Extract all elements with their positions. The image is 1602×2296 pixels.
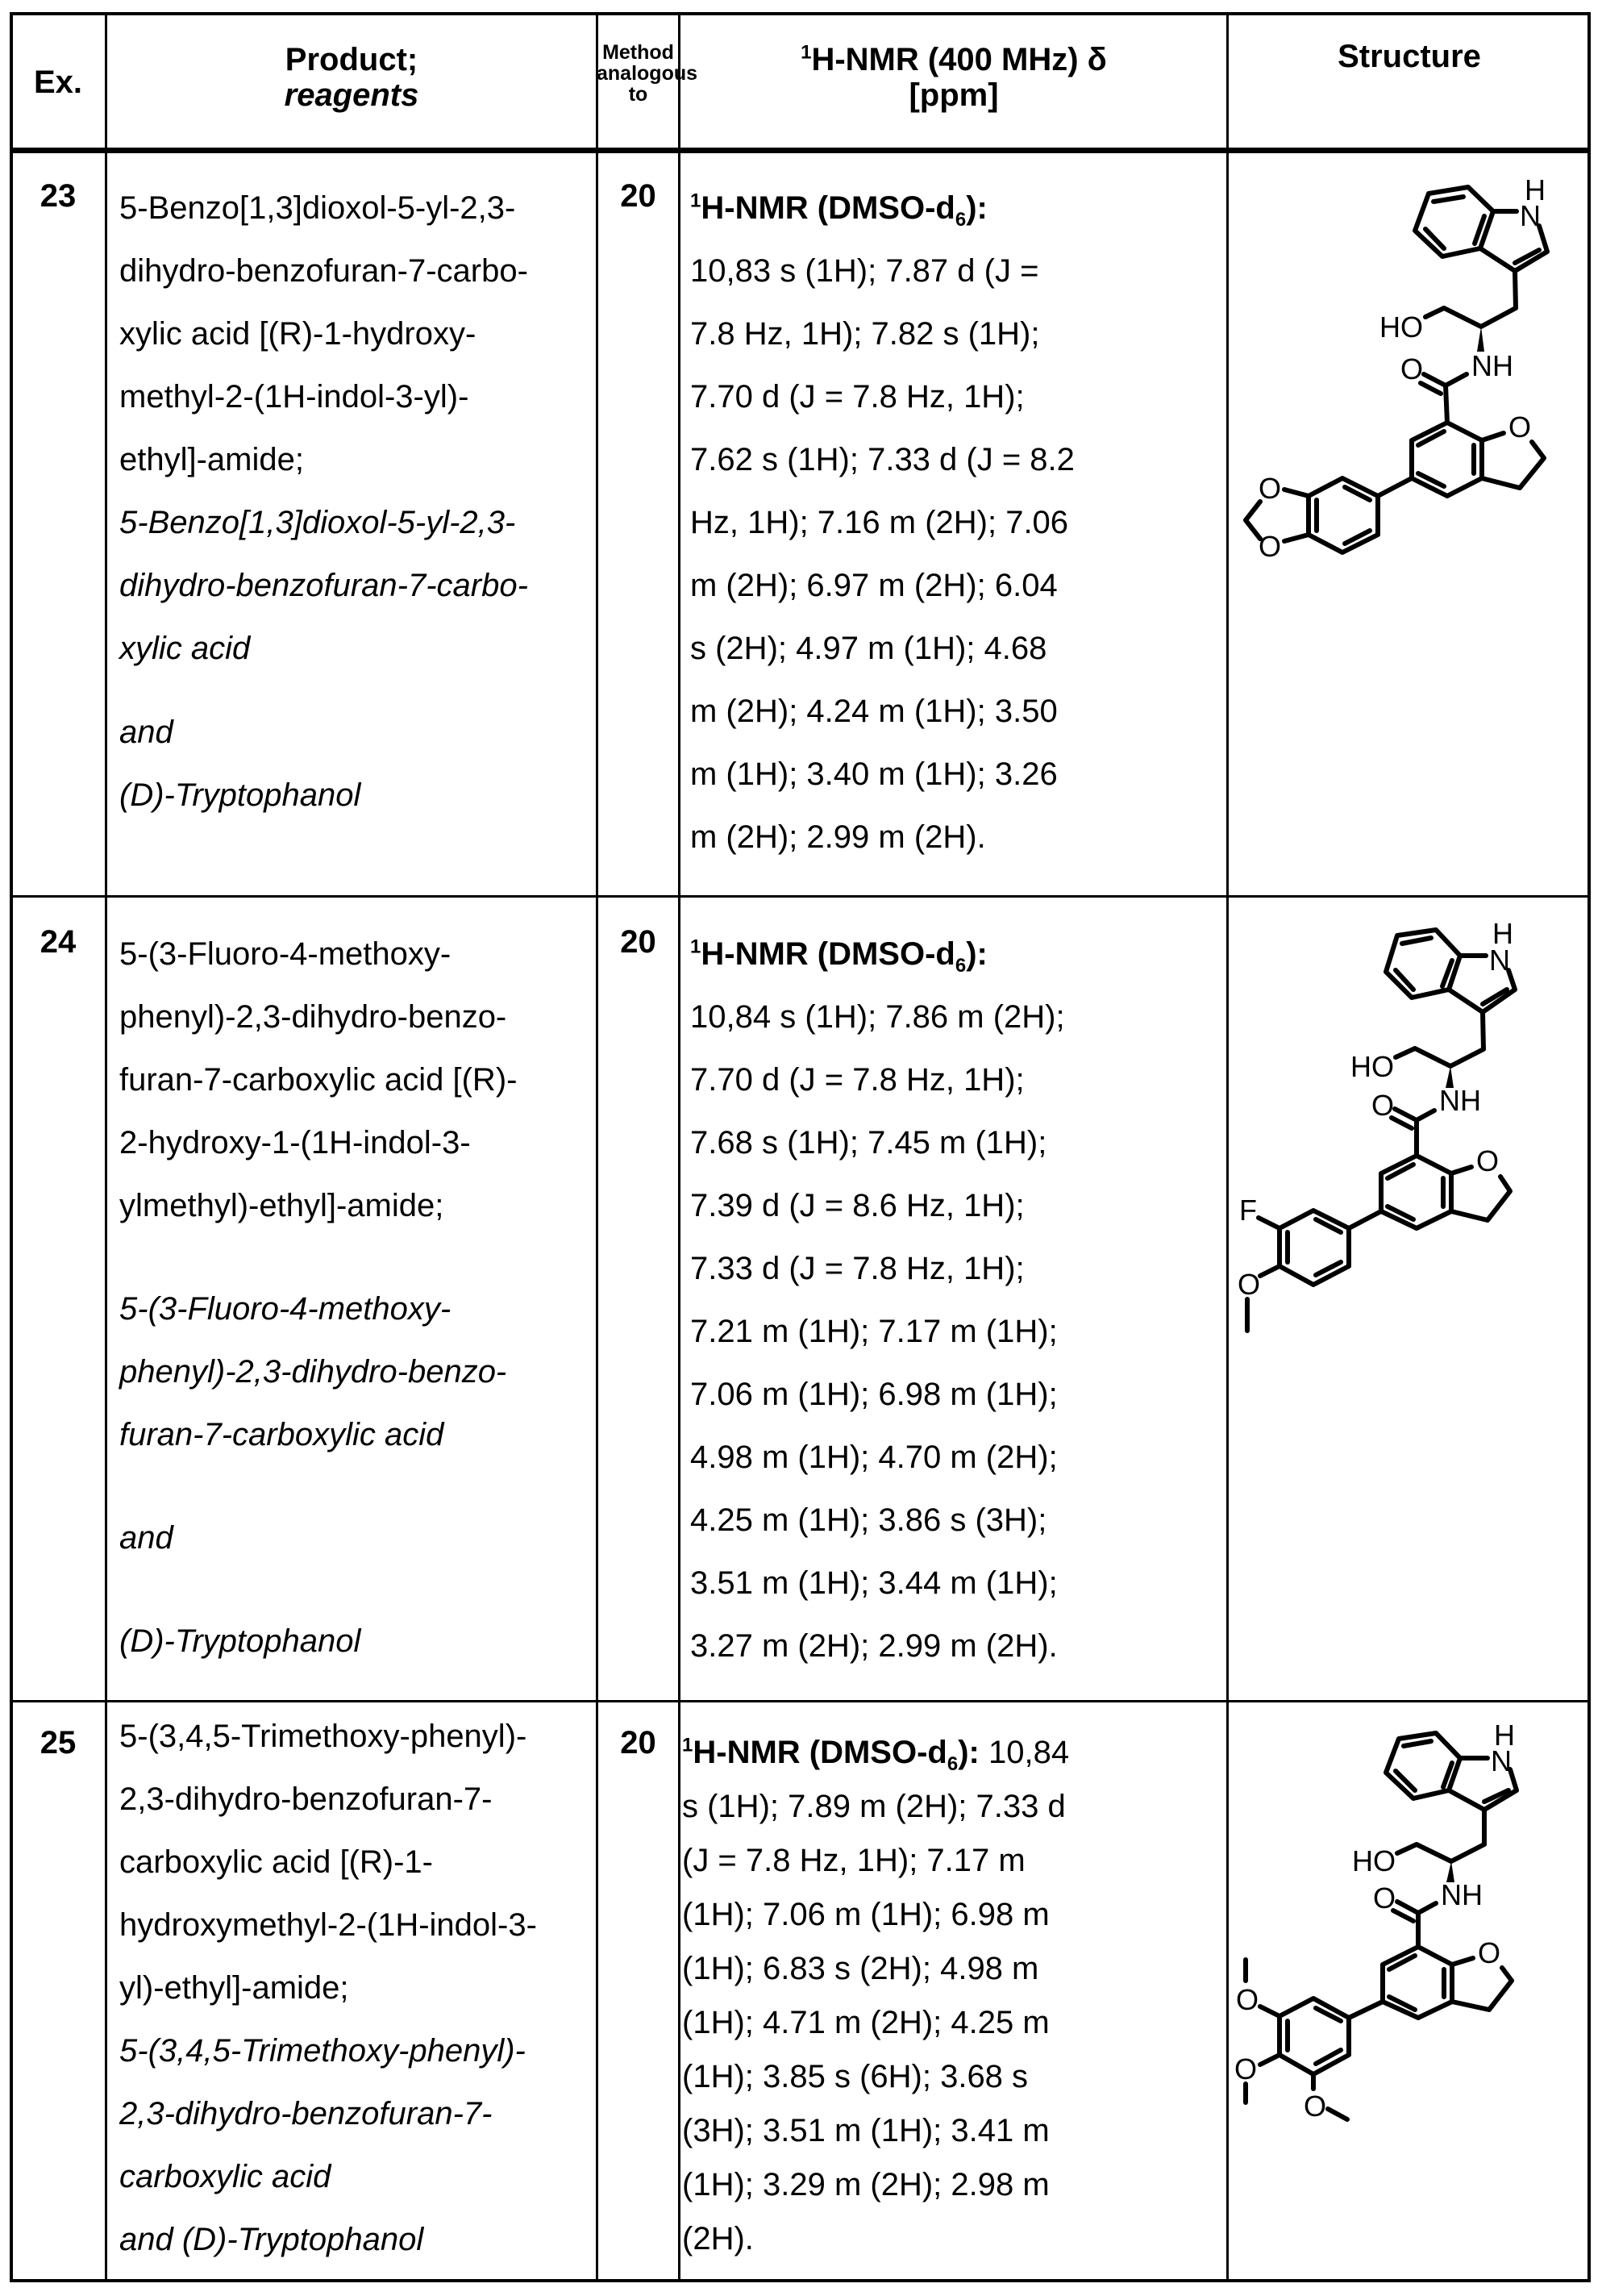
reagent-line: 2,3-dihydro-benzofuran-7- [119, 2096, 493, 2131]
header-structure-label: Structure [1338, 39, 1481, 74]
atom-label: H [1494, 1719, 1515, 1752]
nmr-line: m (2H); 6.97 m (2H); 6.04 [690, 568, 1058, 603]
header-structure [1228, 39, 1591, 74]
nmr-line: (1H); 3.29 m (2H); 2.98 m [682, 2167, 1050, 2202]
example-number: 25 [40, 1725, 77, 1761]
reagent-line: (D)-Tryptophanol [119, 777, 361, 813]
atom-label: HO [1350, 1050, 1394, 1083]
nmr-cell [682, 1726, 1226, 2266]
header-nmr [680, 42, 1228, 113]
atom-label: O [1304, 2090, 1327, 2123]
product-line: xylic acid [(R)-1-hydroxy- [119, 316, 476, 352]
nmr-line: 4.98 m (1H); 4.70 m (2H); [690, 1440, 1058, 1475]
atom-label: HO [1379, 310, 1423, 344]
atom-label: O [1508, 410, 1532, 444]
product-line: 5-(3,4,5-Trimethoxy-phenyl)- [119, 1719, 527, 1754]
reagent-line: and [119, 1520, 173, 1556]
nmr-line: (1H); 4.71 m (2H); 4.25 m [682, 2005, 1050, 2040]
atom-label: O [1259, 530, 1282, 563]
product-line: furan-7-carboxylic acid [(R)- [119, 1062, 518, 1098]
header-nmr-line1 [680, 42, 1228, 77]
nmr-cell [690, 177, 1226, 869]
reagent-line: 5-Benzo[1,3]dioxol-5-yl-2,3- [119, 505, 516, 540]
header-reagents-label: reagents [284, 77, 419, 113]
nmr-line: 4.25 m (1H); 3.86 s (3H); [690, 1502, 1047, 1538]
nmr-line: 7.33 d (J = 7.8 Hz, 1H); [690, 1251, 1025, 1286]
product-line: 5-(3-Fluoro-4-methoxy- [119, 936, 451, 972]
nmr-line: m (2H); 4.24 m (1H); 3.50 [690, 694, 1058, 729]
nmr-line: m (1H); 3.40 m (1H); 3.26 [690, 756, 1058, 792]
chemical-structure [1228, 899, 1602, 1351]
nmr-line: m (2H); 2.99 m (2H). [690, 819, 986, 855]
reagent-line: and [119, 715, 173, 750]
subscript: 6 [955, 955, 967, 977]
header-product [106, 42, 597, 113]
product-line: phenyl)-2,3-dihydro-benzo- [119, 999, 507, 1035]
reagent-line: furan-7-carboxylic acid [119, 1417, 444, 1452]
atom-label: O [1259, 472, 1282, 505]
nmr-line: 7.06 m (1H); 6.98 m (1H); [690, 1377, 1058, 1412]
product-line: carboxylic acid [(R)-1- [119, 1844, 433, 1880]
table-row [0, 1702, 1602, 2282]
reagent-line: 5-(3,4,5-Trimethoxy-phenyl)- [119, 2033, 526, 2069]
method-ref: 20 [620, 1725, 656, 1761]
header-method [597, 41, 698, 106]
nmr-line: s (1H); 7.89 m (2H); 7.33 d [682, 1789, 1066, 1824]
header-product-label: Product; [285, 42, 418, 77]
atom-label: O [1238, 1268, 1261, 1301]
nmr-line: 7.70 d (J = 7.8 Hz, 1H); [690, 1062, 1025, 1098]
nmr-line: Hz, 1H); 7.16 m (2H); 7.06 [690, 505, 1069, 540]
atom-label: NH [1439, 1084, 1481, 1117]
nmr-cell [690, 923, 1226, 1677]
nmr-line: (1H); 3.85 s (6H); 3.68 s [682, 2059, 1029, 2094]
atom-label: O [1234, 2052, 1258, 2086]
reagent-line: and (D)-Tryptophanol [119, 2222, 424, 2257]
nmr-line: 7.39 d (J = 8.6 Hz, 1H); [690, 1188, 1025, 1223]
nmr-line: 3.27 m (2H); 2.99 m (2H). [690, 1628, 1058, 1664]
nmr-label-end: ): [966, 936, 988, 972]
nmr-label-end: ): [958, 1735, 980, 1770]
nmr-label [682, 1726, 1226, 1780]
product-line: ylmethyl)-ethyl]-amide; [119, 1188, 444, 1223]
nmr-line: 7.68 s (1H); 7.45 m (1H); [690, 1125, 1047, 1161]
nmr-line: (J = 7.8 Hz, 1H); 7.17 m [682, 1843, 1026, 1878]
example-number: 23 [40, 178, 77, 214]
table-row [0, 151, 1602, 895]
atom-label: NH [1441, 1878, 1483, 1911]
header-method-line: to [628, 83, 648, 106]
reagent-line: xylic acid [119, 631, 251, 666]
nmr-line: 7.70 d (J = 7.8 Hz, 1H); [690, 379, 1025, 415]
product-cell [119, 177, 595, 827]
atom-label: O [1476, 1144, 1500, 1177]
product-line: methyl-2-(1H-indol-3-yl)- [119, 379, 469, 415]
nmr-line: (2H). [682, 2221, 754, 2256]
product-line: ethyl]-amide; [119, 442, 304, 477]
header-ex-label: Ex. [33, 65, 83, 100]
chemical-structure [1228, 153, 1602, 605]
reagent-line: phenyl)-2,3-dihydro-benzo- [119, 1354, 507, 1390]
subscript: 6 [947, 1753, 959, 1775]
atom-label: O [1478, 1936, 1501, 1969]
subscript: 6 [955, 209, 967, 231]
reagent-line: carboxylic acid [119, 2159, 331, 2194]
header-nmr-label: H-NMR (400 MHz) δ [811, 42, 1107, 77]
atom-label: O [1373, 1881, 1396, 1915]
nmr-line: (1H); 7.06 m (1H); 6.98 m [682, 1897, 1050, 1932]
nmr-line: 10,84 s (1H); 7.86 m (2H); [690, 999, 1065, 1035]
atom-label: N [1489, 944, 1510, 977]
method-ref: 20 [620, 924, 656, 960]
atom-label: O [1371, 1089, 1395, 1122]
header-method-line: analogous [597, 62, 698, 85]
atom-label: O [1236, 1983, 1259, 2016]
nmr-label-text: H-NMR (DMSO-d [701, 190, 955, 226]
reagent-line: 5-(3-Fluoro-4-methoxy- [119, 1291, 451, 1327]
nmr-label [690, 177, 1226, 240]
atom-label: NH [1471, 349, 1513, 382]
nmr-label [690, 923, 1226, 985]
table-row [0, 897, 1602, 1700]
product-cell [119, 1705, 595, 2271]
header-method-line: Method [602, 41, 674, 64]
nmr-line: 10,83 s (1H); 7.87 d (J = [690, 253, 1039, 289]
nmr-line: 3.51 m (1H); 3.44 m (1H); [690, 1565, 1058, 1601]
product-cell [119, 923, 595, 1673]
superscript: 1 [682, 1734, 693, 1756]
nmr-label-end: ): [966, 190, 988, 226]
atom-label: H [1492, 917, 1513, 950]
nmr-line: 7.62 s (1H); 7.33 d (J = 8.2 [690, 442, 1075, 477]
header-ex [10, 65, 106, 100]
nmr-label-text: H-NMR (DMSO-d [693, 1735, 947, 1770]
nmr-line: 7.8 Hz, 1H); 7.82 s (1H); [690, 316, 1040, 352]
nmr-line: 7.21 m (1H); 7.17 m (1H); [690, 1314, 1058, 1349]
superscript: 1 [690, 190, 701, 212]
atom-label: HO [1352, 1844, 1396, 1877]
nmr-line: s (2H); 4.97 m (1H); 4.68 [690, 631, 1047, 666]
reagent-line: dihydro-benzofuran-7-carbo- [119, 568, 528, 603]
product-line: 5-Benzo[1,3]dioxol-5-yl-2,3- [119, 190, 516, 226]
product-line: 2-hydroxy-1-(1H-indol-3- [119, 1125, 471, 1161]
reagent-line: (D)-Tryptophanol [119, 1623, 361, 1659]
chemical-structure [1228, 1703, 1602, 2187]
nmr-first-value: 10,84 [979, 1735, 1070, 1770]
product-line: dihydro-benzofuran-7-carbo- [119, 253, 528, 289]
example-number: 24 [40, 924, 77, 960]
method-ref: 20 [620, 178, 656, 214]
product-line: yl)-ethyl]-amide; [119, 1970, 349, 2006]
nmr-line: (3H); 3.51 m (1H); 3.41 m [682, 2113, 1050, 2148]
header-nmr-unit: [ppm] [909, 77, 999, 113]
superscript: 1 [690, 935, 701, 958]
superscript: 1 [801, 41, 812, 64]
atom-label: O [1400, 352, 1424, 385]
product-line: 2,3-dihydro-benzofuran-7- [119, 1781, 493, 1817]
nmr-label-text: H-NMR (DMSO-d [701, 936, 955, 972]
atom-label: F [1239, 1194, 1257, 1227]
atom-label: N [1491, 1744, 1512, 1777]
nmr-line: (1H); 6.83 s (2H); 4.98 m [682, 1951, 1039, 1986]
product-line: hydroxymethyl-2-(1H-indol-3- [119, 1907, 537, 1943]
atom-label: N [1520, 199, 1541, 232]
atom-label: H [1525, 173, 1546, 206]
